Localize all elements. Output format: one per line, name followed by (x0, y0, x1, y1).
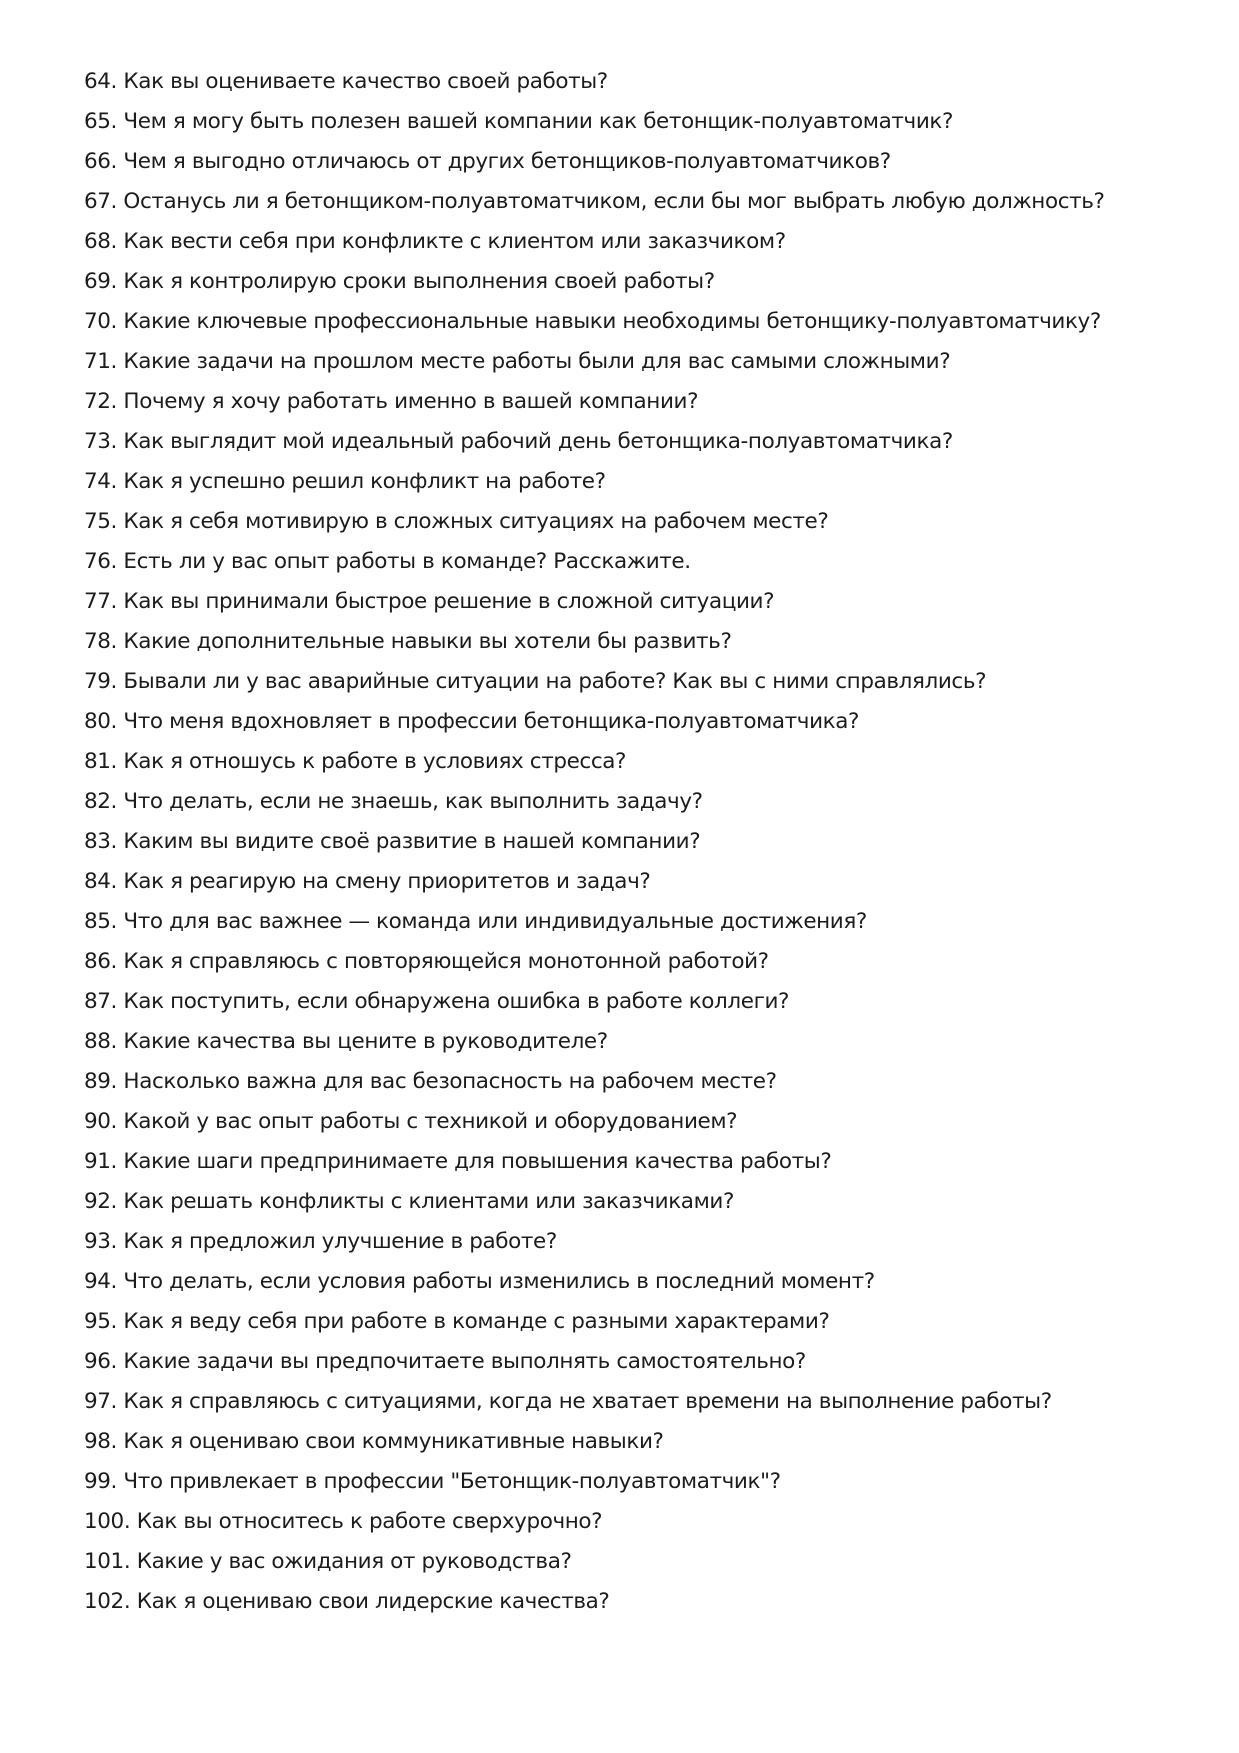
question-item: 91. Какие шаги предпринимаете для повышения качества работы? (84, 1149, 832, 1174)
question-item: 93. Как я предложил улучшение в работе? (84, 1229, 557, 1254)
question-item: 100. Как вы относитесь к работе сверхурочно? (84, 1509, 603, 1534)
question-item: 76. Есть ли у вас опыт работы в команде? Расскажите. (84, 549, 691, 574)
question-item: 86. Как я справляюсь с повторяющейся монотонной работой? (84, 949, 769, 974)
question-item: 94. Что делать, если условия работы изменились в последний момент? (84, 1269, 875, 1294)
question-item: 85. Что для вас важнее — команда или индивидуальные достижения? (84, 909, 867, 934)
question-item: 84. Как я реагирую на смену приоритетов и задач? (84, 869, 651, 894)
question-item: 74. Как я успешно решил конфликт на работе? (84, 469, 606, 494)
question-item: 68. Как вести себя при конфликте с клиентом или заказчиком? (84, 229, 786, 254)
question-item: 64. Как вы оцениваете качество своей работы? (84, 69, 608, 94)
question-item: 87. Как поступить, если обнаружена ошибка в работе коллеги? (84, 989, 790, 1014)
question-item: 88. Какие качества вы цените в руководителе? (84, 1029, 608, 1054)
question-item: 95. Как я веду себя при работе в команде с разными характерами? (84, 1309, 830, 1334)
question-item: 90. Какой у вас опыт работы с техникой и оборудованием? (84, 1109, 738, 1134)
question-item: 69. Как я контролирую сроки выполнения своей работы? (84, 269, 715, 294)
question-item: 72. Почему я хочу работать именно в вашей компании? (84, 389, 699, 414)
question-item: 98. Как я оцениваю свои коммуникативные навыки? (84, 1429, 664, 1454)
question-item: 77. Как вы принимали быстрое решение в сложной ситуации? (84, 589, 775, 614)
question-item: 96. Какие задачи вы предпочитаете выполнять самостоятельно? (84, 1349, 806, 1374)
question-item: 102. Как я оцениваю свои лидерские качества? (84, 1589, 610, 1614)
question-item: 70. Какие ключевые профессиональные навыки необходимы бетонщику-полуавтоматчику? (84, 309, 1101, 334)
question-item: 71. Какие задачи на прошлом месте работы были для вас самыми сложными? (84, 349, 951, 374)
question-item: 99. Что привлекает в профессии "Бетонщик-полуавтоматчик"? (84, 1469, 781, 1494)
question-list (84, 62, 1204, 1622)
question-item: 82. Что делать, если не знаешь, как выполнить задачу? (84, 789, 703, 814)
question-item: 78. Какие дополнительные навыки вы хотели бы развить? (84, 629, 732, 654)
question-item: 97. Как я справляюсь с ситуациями, когда не хватает времени на выполнение работы? (84, 1389, 1052, 1414)
question-item: 79. Бывали ли у вас аварийные ситуации на работе? Как вы с ними справлялись? (84, 669, 987, 694)
question-item: 75. Как я себя мотивирую в сложных ситуациях на рабочем месте? (84, 509, 829, 534)
question-item: 66. Чем я выгодно отличаюсь от других бетонщиков-полуавтоматчиков? (84, 149, 891, 174)
question-item: 83. Каким вы видите своё развитие в нашей компании? (84, 829, 701, 854)
question-item: 81. Как я отношусь к работе в условиях стресса? (84, 749, 627, 774)
question-item: 89. Насколько важна для вас безопасность на рабочем месте? (84, 1069, 777, 1094)
question-item: 101. Какие у вас ожидания от руководства? (84, 1549, 572, 1574)
question-item: 73. Как выглядит мой идеальный рабочий день бетонщика-полуавтоматчика? (84, 429, 953, 454)
question-item: 92. Как решать конфликты с клиентами или заказчиками? (84, 1189, 734, 1214)
question-item: 65. Чем я могу быть полезен вашей компании как бетонщик-полуавтоматчик? (84, 109, 953, 134)
question-item: 80. Что меня вдохновляет в профессии бетонщика-полуавтоматчика? (84, 709, 860, 734)
question-item: 67. Останусь ли я бетонщиком-полуавтоматчиком, если бы мог выбрать любую должность? (84, 189, 1105, 214)
